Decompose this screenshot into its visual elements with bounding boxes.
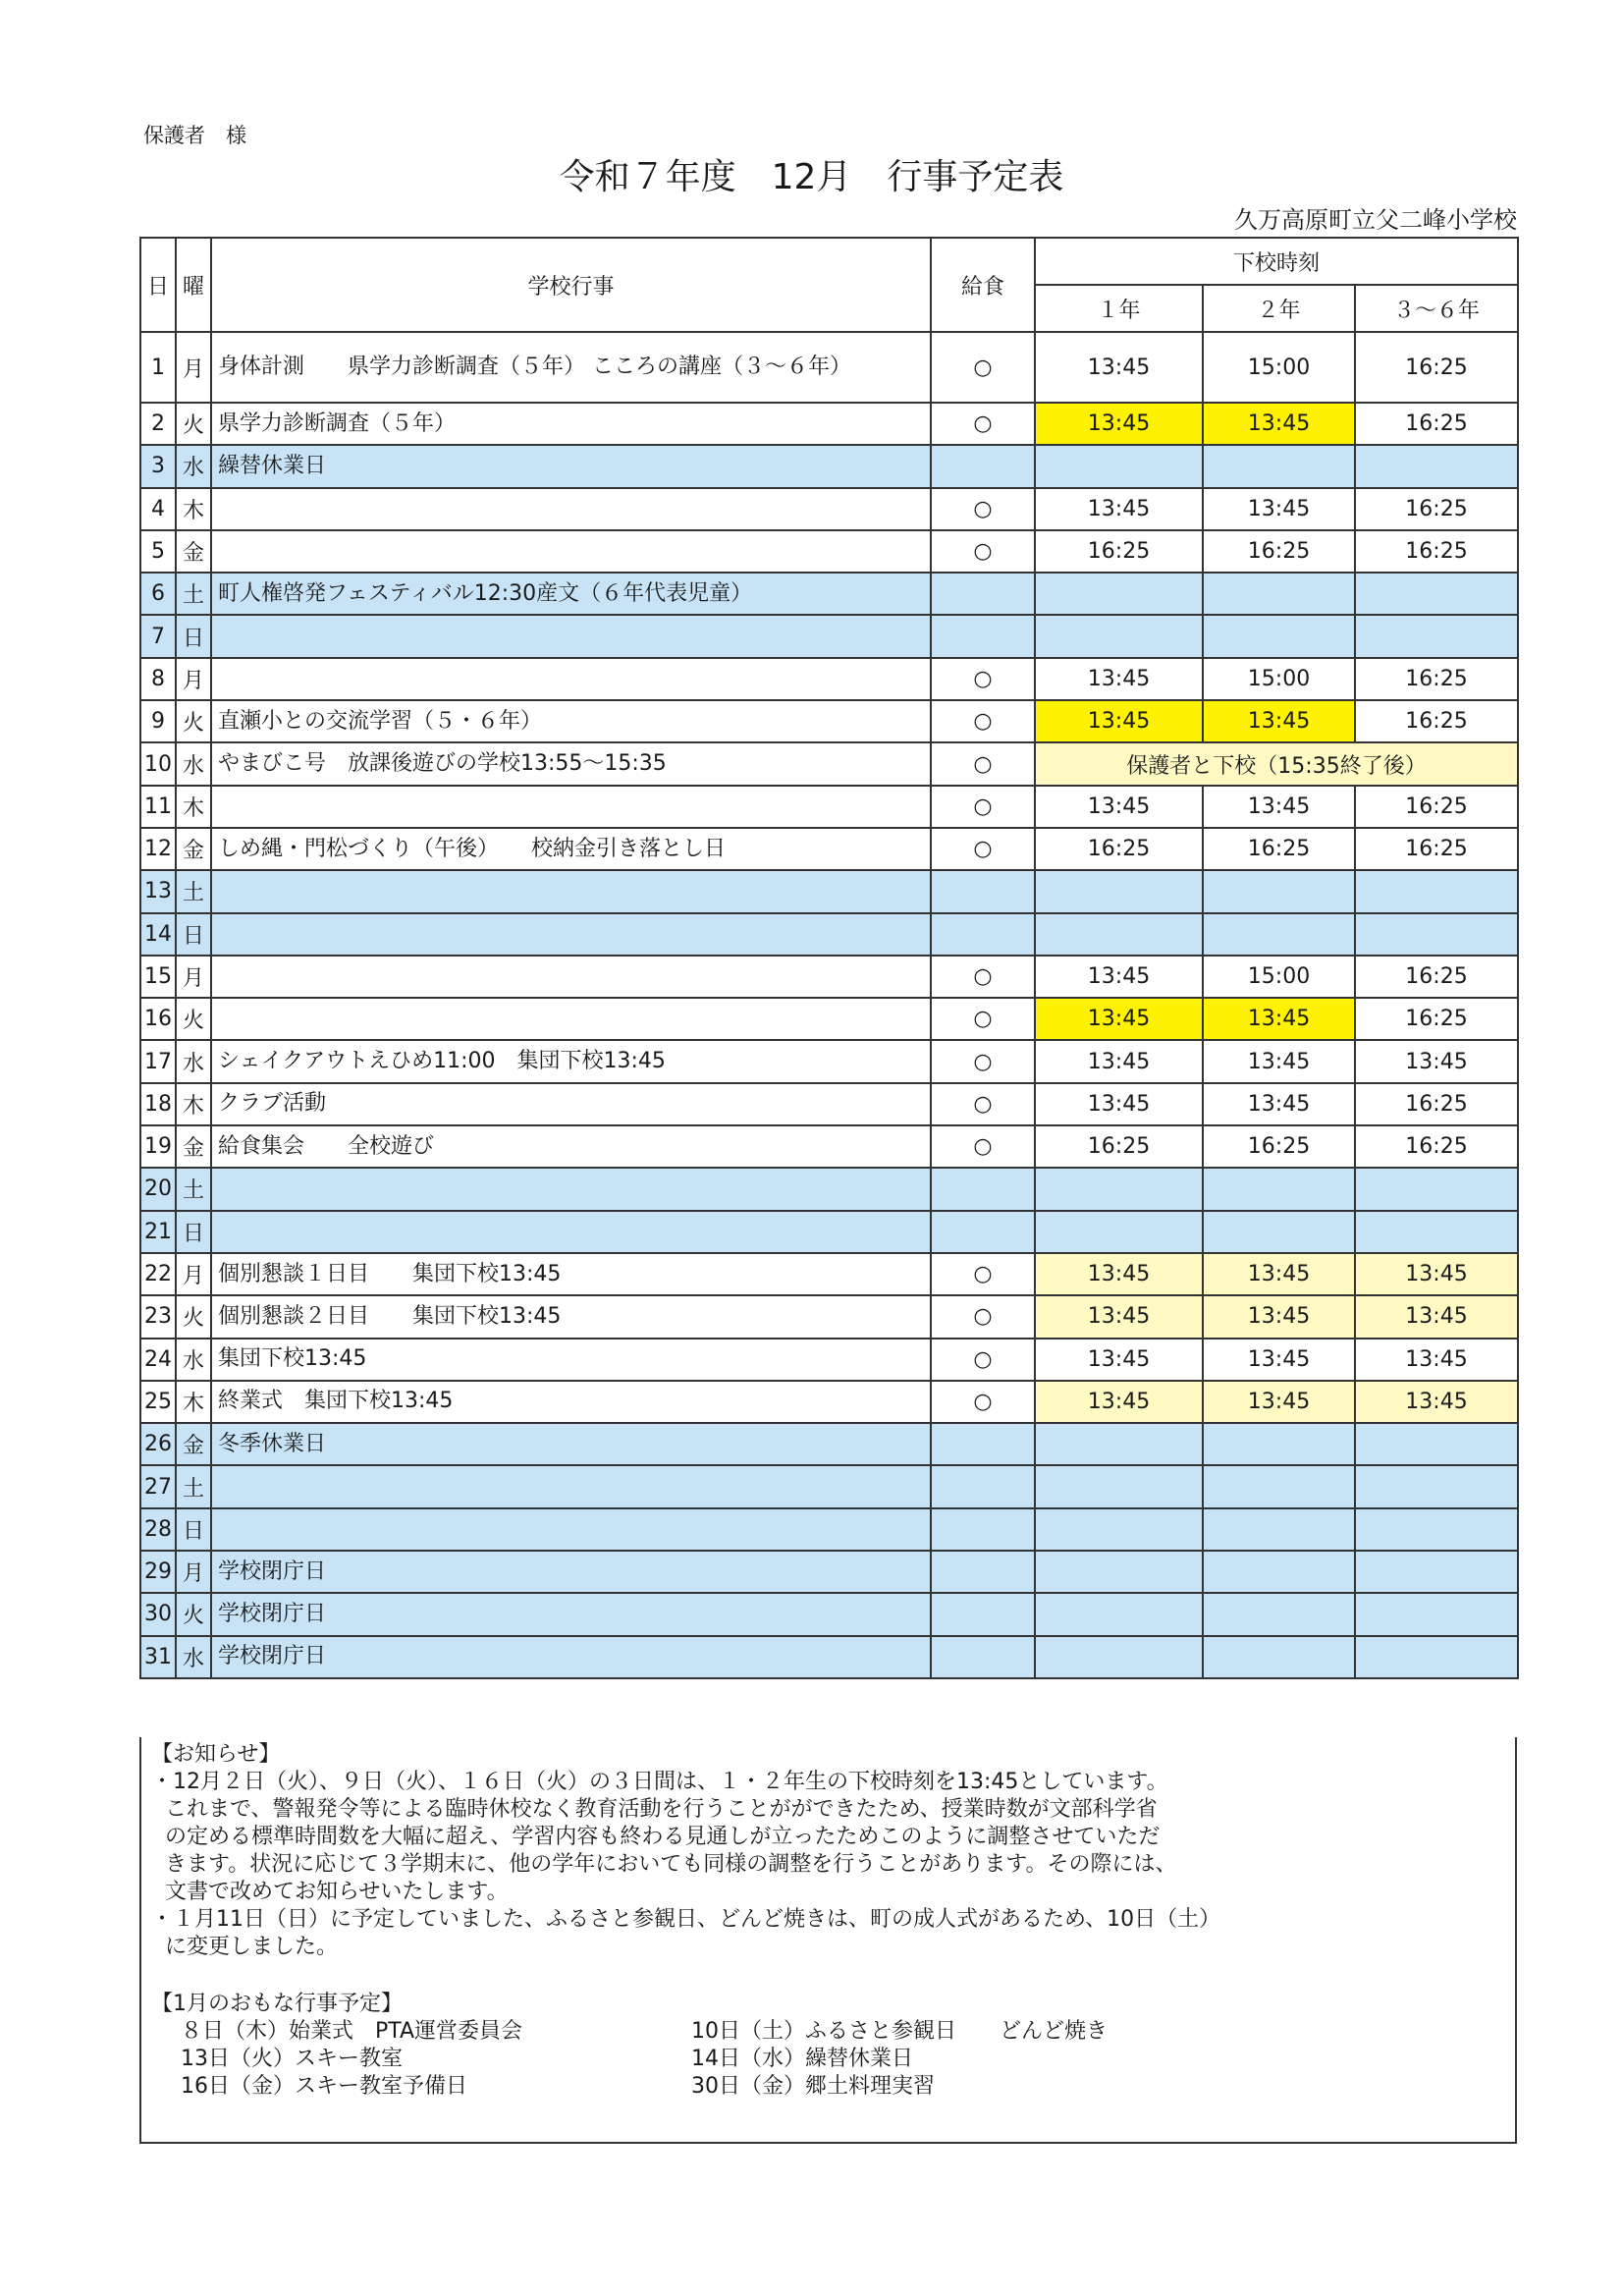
grade1-time-cell: 13:45 <box>1035 786 1203 828</box>
event-cell: 給食集会 全校遊び <box>211 1125 931 1168</box>
event-cell <box>211 615 931 657</box>
meal-cell: ○ <box>931 488 1035 530</box>
grade1-time-cell: 13:45 <box>1035 658 1203 700</box>
grade1-time-cell <box>1035 1636 1203 1678</box>
day-cell: 16 <box>140 998 176 1040</box>
grade1-time-cell: 13:45 <box>1035 488 1203 530</box>
january-event: 10日（土）ふるさと参観日 どんど焼き <box>691 2019 1108 2044</box>
table-row <box>140 1125 1518 1168</box>
grade36-time-cell: 16:25 <box>1355 700 1518 742</box>
weekday-cell: 火 <box>176 1593 211 1635</box>
header-dismissal: 下校時刻 <box>1035 238 1518 285</box>
weekday-cell: 土 <box>176 1465 211 1507</box>
meal-cell: ○ <box>931 530 1035 573</box>
january-event: 16日（金）スキー教室予備日 <box>181 2074 467 2099</box>
grade36-time-cell: 16:25 <box>1355 786 1518 828</box>
table-row <box>140 913 1518 956</box>
day-cell: 11 <box>140 786 176 828</box>
weekday-cell: 金 <box>176 1423 211 1465</box>
weekday-cell: 金 <box>176 828 211 870</box>
meal-cell: ○ <box>931 1381 1035 1423</box>
weekday-cell: 水 <box>176 1636 211 1678</box>
grade36-time-cell: 16:25 <box>1355 828 1518 870</box>
table-row <box>140 530 1518 573</box>
event-cell: 県学力診断調査（５年） <box>211 403 931 445</box>
grade2-time-cell: 13:45 <box>1203 1253 1355 1295</box>
grade36-time-cell: 16:25 <box>1355 332 1518 403</box>
grade2-time-cell <box>1203 1636 1355 1678</box>
event-cell: 直瀬小との交流学習（５・６年） <box>211 700 931 742</box>
weekday-cell: 土 <box>176 1168 211 1210</box>
day-cell: 31 <box>140 1636 176 1678</box>
meal-cell: ○ <box>931 1253 1035 1295</box>
event-cell: 終業式 集団下校13:45 <box>211 1381 931 1423</box>
table-row <box>140 1253 1518 1295</box>
header-event: 学校行事 <box>211 238 931 332</box>
event-cell <box>211 1465 931 1507</box>
meal-cell: ○ <box>931 1339 1035 1381</box>
weekday-cell: 火 <box>176 1295 211 1338</box>
meal-cell <box>931 913 1035 956</box>
table-row <box>140 1168 1518 1210</box>
table-row <box>140 488 1518 530</box>
event-cell: 集団下校13:45 <box>211 1339 931 1381</box>
weekday-cell: 木 <box>176 1381 211 1423</box>
event-cell <box>211 488 931 530</box>
grade2-time-cell: 15:00 <box>1203 658 1355 700</box>
day-cell: 24 <box>140 1339 176 1381</box>
table-row <box>140 332 1518 403</box>
january-event: 30日（金）郷土料理実習 <box>691 2074 935 2099</box>
school-name: 久万高原町立父二峰小学校 <box>1234 206 1517 234</box>
grade1-time-cell: 13:45 <box>1035 1295 1203 1338</box>
table-row <box>140 658 1518 700</box>
grade1-time-cell: 13:45 <box>1035 1339 1203 1381</box>
notice-item: ・１月11日（日）に予定していました、ふるさと参観日、どんど焼きは、町の成人式があるため、10日（土） に変更しました。 <box>151 1907 1221 1959</box>
grade2-time-cell <box>1203 1423 1355 1465</box>
grade2-time-cell: 13:45 <box>1203 488 1355 530</box>
grade1-time-cell <box>1035 1551 1203 1593</box>
meal-cell: ○ <box>931 1125 1035 1168</box>
day-cell: 8 <box>140 658 176 700</box>
weekday-cell: 土 <box>176 870 211 912</box>
meal-cell <box>931 445 1035 487</box>
event-cell <box>211 1508 931 1551</box>
day-cell: 27 <box>140 1465 176 1507</box>
table-row <box>140 573 1518 615</box>
grade1-time-cell <box>1035 913 1203 956</box>
meal-cell <box>931 1593 1035 1635</box>
event-cell: 町人権啓発フェスティバル12:30産文（６年代表児童） <box>211 573 931 615</box>
weekday-cell: 火 <box>176 700 211 742</box>
header-grade1: １年 <box>1035 285 1203 332</box>
grade36-time-cell: 13:45 <box>1355 1381 1518 1423</box>
event-cell <box>211 956 931 998</box>
day-cell: 9 <box>140 700 176 742</box>
grade36-time-cell: 16:25 <box>1355 530 1518 573</box>
meal-cell <box>931 1465 1035 1507</box>
day-cell: 2 <box>140 403 176 445</box>
weekday-cell: 火 <box>176 403 211 445</box>
weekday-cell: 火 <box>176 998 211 1040</box>
table-row <box>140 998 1518 1040</box>
notices-box <box>139 1737 1517 2144</box>
table-row <box>140 870 1518 912</box>
grade1-time-cell: 13:45 <box>1035 998 1203 1040</box>
grade36-time-cell: 16:25 <box>1355 1125 1518 1168</box>
grade36-time-cell: 16:25 <box>1355 956 1518 998</box>
event-cell: 繰替休業日 <box>211 445 931 487</box>
event-cell: 身体計測 県学力診断調査（５年） こころの講座（３～６年） <box>211 332 931 403</box>
january-event: 14日（水）繰替休業日 <box>691 2047 913 2071</box>
day-cell: 17 <box>140 1040 176 1082</box>
table-row <box>140 445 1518 487</box>
header-day: 日 <box>140 238 176 332</box>
grade36-time-cell <box>1355 1593 1518 1635</box>
grade2-time-cell: 13:45 <box>1203 786 1355 828</box>
day-cell: 21 <box>140 1211 176 1253</box>
weekday-cell: 水 <box>176 445 211 487</box>
grade2-time-cell: 13:45 <box>1203 1339 1355 1381</box>
grade36-time-cell: 13:45 <box>1355 1253 1518 1295</box>
table-row <box>140 1211 1518 1253</box>
meal-cell: ○ <box>931 658 1035 700</box>
grade1-time-cell: 13:45 <box>1035 403 1203 445</box>
event-cell: 学校閉庁日 <box>211 1636 931 1678</box>
day-cell: 6 <box>140 573 176 615</box>
event-cell: クラブ活動 <box>211 1083 931 1125</box>
table-row <box>140 1593 1518 1635</box>
meal-cell: ○ <box>931 1295 1035 1338</box>
table-row <box>140 700 1518 742</box>
table-row <box>140 1339 1518 1381</box>
event-cell: 学校閉庁日 <box>211 1551 931 1593</box>
grade1-time-cell: 16:25 <box>1035 828 1203 870</box>
meal-cell <box>931 1211 1035 1253</box>
header-grade36: ３～６年 <box>1355 285 1518 332</box>
grade1-time-cell <box>1035 1423 1203 1465</box>
grade2-time-cell: 15:00 <box>1203 332 1355 403</box>
grade2-time-cell <box>1203 1168 1355 1210</box>
weekday-cell: 水 <box>176 1040 211 1082</box>
grade1-time-cell: 13:45 <box>1035 1253 1203 1295</box>
grade36-time-cell <box>1355 1636 1518 1678</box>
event-cell <box>211 998 931 1040</box>
weekday-cell: 金 <box>176 530 211 573</box>
event-cell <box>211 1168 931 1210</box>
weekday-cell: 月 <box>176 956 211 998</box>
grade36-time-cell <box>1355 1551 1518 1593</box>
meal-cell: ○ <box>931 786 1035 828</box>
grade36-time-cell <box>1355 1465 1518 1507</box>
table-row <box>140 1423 1518 1465</box>
grade1-time-cell <box>1035 1465 1203 1507</box>
grade36-time-cell: 13:45 <box>1355 1040 1518 1082</box>
event-cell <box>211 530 931 573</box>
event-cell: しめ縄・門松づくり（午後） 校納金引き落とし日 <box>211 828 931 870</box>
grade1-time-cell: 13:45 <box>1035 1083 1203 1125</box>
notice-item: ・12月２日（火）、９日（火）、１６日（火）の３日間は、１・２年生の下校時刻を13:45としています。 これまで、警報発令等による臨時休校なく教育活動を行うことがができたため、授業時数が文部科学省 の定める標準時間数を大幅に超え、学習内容も終わる見通しが立ったためこのように調整させていただ きます。状況に応じて３学期末に、他の学年においても同様の調整を行うことがあります。その際には、 文書で改めてお知らせいたします。 <box>151 1770 1177 1904</box>
event-cell: シェイクアウトえひめ11:00 集団下校13:45 <box>211 1040 931 1082</box>
grade2-time-cell: 13:45 <box>1203 1381 1355 1423</box>
meal-cell: ○ <box>931 1040 1035 1082</box>
meal-cell: ○ <box>931 828 1035 870</box>
event-cell: 学校閉庁日 <box>211 1593 931 1635</box>
grade36-time-cell <box>1355 1423 1518 1465</box>
grade2-time-cell <box>1203 573 1355 615</box>
weekday-cell: 月 <box>176 1551 211 1593</box>
grade1-time-cell <box>1035 870 1203 912</box>
grade36-time-cell <box>1355 913 1518 956</box>
weekday-cell: 月 <box>176 658 211 700</box>
weekday-cell: 土 <box>176 573 211 615</box>
recipient: 保護者 様 <box>143 124 246 147</box>
grade1-time-cell <box>1035 1168 1203 1210</box>
grade2-time-cell: 13:45 <box>1203 1295 1355 1338</box>
day-cell: 25 <box>140 1381 176 1423</box>
grade1-time-cell: 13:45 <box>1035 1040 1203 1082</box>
meal-cell: ○ <box>931 1083 1035 1125</box>
day-cell: 7 <box>140 615 176 657</box>
day-cell: 12 <box>140 828 176 870</box>
day-cell: 23 <box>140 1295 176 1338</box>
meal-cell: ○ <box>931 403 1035 445</box>
event-cell <box>211 786 931 828</box>
weekday-cell: 日 <box>176 913 211 956</box>
meal-cell <box>931 573 1035 615</box>
event-cell <box>211 913 931 956</box>
weekday-cell: 日 <box>176 615 211 657</box>
grade2-time-cell: 16:25 <box>1203 828 1355 870</box>
grade1-time-cell: 16:25 <box>1035 1125 1203 1168</box>
table-row <box>140 403 1518 445</box>
table-row <box>140 615 1518 657</box>
grade1-time-cell <box>1035 573 1203 615</box>
grade1-time-cell <box>1035 615 1203 657</box>
grade36-time-cell: 13:45 <box>1355 1295 1518 1338</box>
january-event: 13日（火）スキー教室 <box>181 2047 403 2071</box>
table-row <box>140 1508 1518 1551</box>
table-row <box>140 828 1518 870</box>
day-cell: 5 <box>140 530 176 573</box>
table-row <box>140 1083 1518 1125</box>
meal-cell <box>931 870 1035 912</box>
grade1-time-cell <box>1035 1593 1203 1635</box>
day-cell: 19 <box>140 1125 176 1168</box>
grade2-time-cell <box>1203 1551 1355 1593</box>
grade36-time-cell: 13:45 <box>1355 1339 1518 1381</box>
event-cell: 冬季休業日 <box>211 1423 931 1465</box>
grade1-time-cell <box>1035 1211 1203 1253</box>
day-cell: 20 <box>140 1168 176 1210</box>
meal-cell <box>931 1168 1035 1210</box>
grade36-time-cell: 16:25 <box>1355 658 1518 700</box>
january-events <box>151 2018 1503 2101</box>
grade1-time-cell: 16:25 <box>1035 530 1203 573</box>
grade2-time-cell: 13:45 <box>1203 1040 1355 1082</box>
grade1-time-cell <box>1035 445 1203 487</box>
meal-cell: ○ <box>931 700 1035 742</box>
weekday-cell: 水 <box>176 1339 211 1381</box>
event-cell <box>211 870 931 912</box>
weekday-cell: 水 <box>176 742 211 785</box>
day-cell: 4 <box>140 488 176 530</box>
grade1-time-cell: 13:45 <box>1035 700 1203 742</box>
grade2-time-cell: 13:45 <box>1203 998 1355 1040</box>
table-row <box>140 1551 1518 1593</box>
meal-cell <box>931 1551 1035 1593</box>
day-cell: 14 <box>140 913 176 956</box>
grade2-time-cell <box>1203 1465 1355 1507</box>
meal-cell: ○ <box>931 998 1035 1040</box>
table-row <box>140 786 1518 828</box>
weekday-cell: 木 <box>176 488 211 530</box>
meal-cell <box>931 615 1035 657</box>
grade2-time-cell: 13:45 <box>1203 403 1355 445</box>
grade36-time-cell <box>1355 1211 1518 1253</box>
table-row <box>140 1465 1518 1507</box>
weekday-cell: 月 <box>176 332 211 403</box>
dismissal-note-cell: 保護者と下校（15:35終了後） <box>1035 742 1518 785</box>
grade2-time-cell <box>1203 1508 1355 1551</box>
weekday-cell: 木 <box>176 1083 211 1125</box>
grade2-time-cell <box>1203 445 1355 487</box>
grade2-time-cell: 16:25 <box>1203 1125 1355 1168</box>
grade2-time-cell <box>1203 913 1355 956</box>
notices-heading: 【お知らせ】 <box>151 1742 281 1767</box>
table-row <box>140 1295 1518 1338</box>
meal-cell: ○ <box>931 332 1035 403</box>
schedule-table <box>139 237 1519 1679</box>
table-row <box>140 1381 1518 1423</box>
grade36-time-cell: 16:25 <box>1355 1083 1518 1125</box>
grade36-time-cell <box>1355 1508 1518 1551</box>
grade36-time-cell: 16:25 <box>1355 488 1518 530</box>
january-event: ８日（木）始業式 PTA運営委員会 <box>181 2019 523 2044</box>
table-row <box>140 1636 1518 1678</box>
table-row <box>140 1040 1518 1082</box>
header-grade2: ２年 <box>1203 285 1355 332</box>
day-cell: 28 <box>140 1508 176 1551</box>
weekday-cell: 日 <box>176 1508 211 1551</box>
weekday-cell: 金 <box>176 1125 211 1168</box>
event-cell: 個別懇談１日目 集団下校13:45 <box>211 1253 931 1295</box>
grade2-time-cell <box>1203 1593 1355 1635</box>
day-cell: 26 <box>140 1423 176 1465</box>
page-title: 令和７年度 12月 行事予定表 <box>559 157 1064 197</box>
weekday-cell: 日 <box>176 1211 211 1253</box>
grade1-time-cell: 13:45 <box>1035 956 1203 998</box>
grade2-time-cell: 16:25 <box>1203 530 1355 573</box>
january-heading: 【1月のおもな行事予定】 <box>151 1992 403 2016</box>
grade36-time-cell <box>1355 870 1518 912</box>
meal-cell: ○ <box>931 956 1035 998</box>
grade36-time-cell <box>1355 615 1518 657</box>
day-cell: 29 <box>140 1551 176 1593</box>
grade36-time-cell: 16:25 <box>1355 403 1518 445</box>
meal-cell <box>931 1508 1035 1551</box>
event-cell <box>211 1211 931 1253</box>
grade1-time-cell <box>1035 1508 1203 1551</box>
header-weekday: 曜 <box>176 238 211 332</box>
grade2-time-cell <box>1203 615 1355 657</box>
grade36-time-cell <box>1355 445 1518 487</box>
day-cell: 30 <box>140 1593 176 1635</box>
meal-cell <box>931 1423 1035 1465</box>
grade36-time-cell: 16:25 <box>1355 998 1518 1040</box>
grade2-time-cell: 15:00 <box>1203 956 1355 998</box>
day-cell: 13 <box>140 870 176 912</box>
weekday-cell: 木 <box>176 786 211 828</box>
grade1-time-cell: 13:45 <box>1035 1381 1203 1423</box>
grade2-time-cell: 13:45 <box>1203 700 1355 742</box>
grade2-time-cell <box>1203 1211 1355 1253</box>
day-cell: 10 <box>140 742 176 785</box>
day-cell: 18 <box>140 1083 176 1125</box>
table-row <box>140 742 1518 785</box>
grade1-time-cell: 13:45 <box>1035 332 1203 403</box>
weekday-cell: 月 <box>176 1253 211 1295</box>
event-cell: 個別懇談２日目 集団下校13:45 <box>211 1295 931 1338</box>
day-cell: 15 <box>140 956 176 998</box>
grade2-time-cell <box>1203 870 1355 912</box>
day-cell: 3 <box>140 445 176 487</box>
table-row <box>140 956 1518 998</box>
meal-cell <box>931 1636 1035 1678</box>
day-cell: 1 <box>140 332 176 403</box>
event-cell: やまびこ号 放課後遊びの学校13:55～15:35 <box>211 742 931 785</box>
meal-cell: ○ <box>931 742 1035 785</box>
grade2-time-cell: 13:45 <box>1203 1083 1355 1125</box>
event-cell <box>211 658 931 700</box>
grade36-time-cell <box>1355 573 1518 615</box>
day-cell: 22 <box>140 1253 176 1295</box>
grade36-time-cell <box>1355 1168 1518 1210</box>
header-meal: 給食 <box>931 238 1035 332</box>
